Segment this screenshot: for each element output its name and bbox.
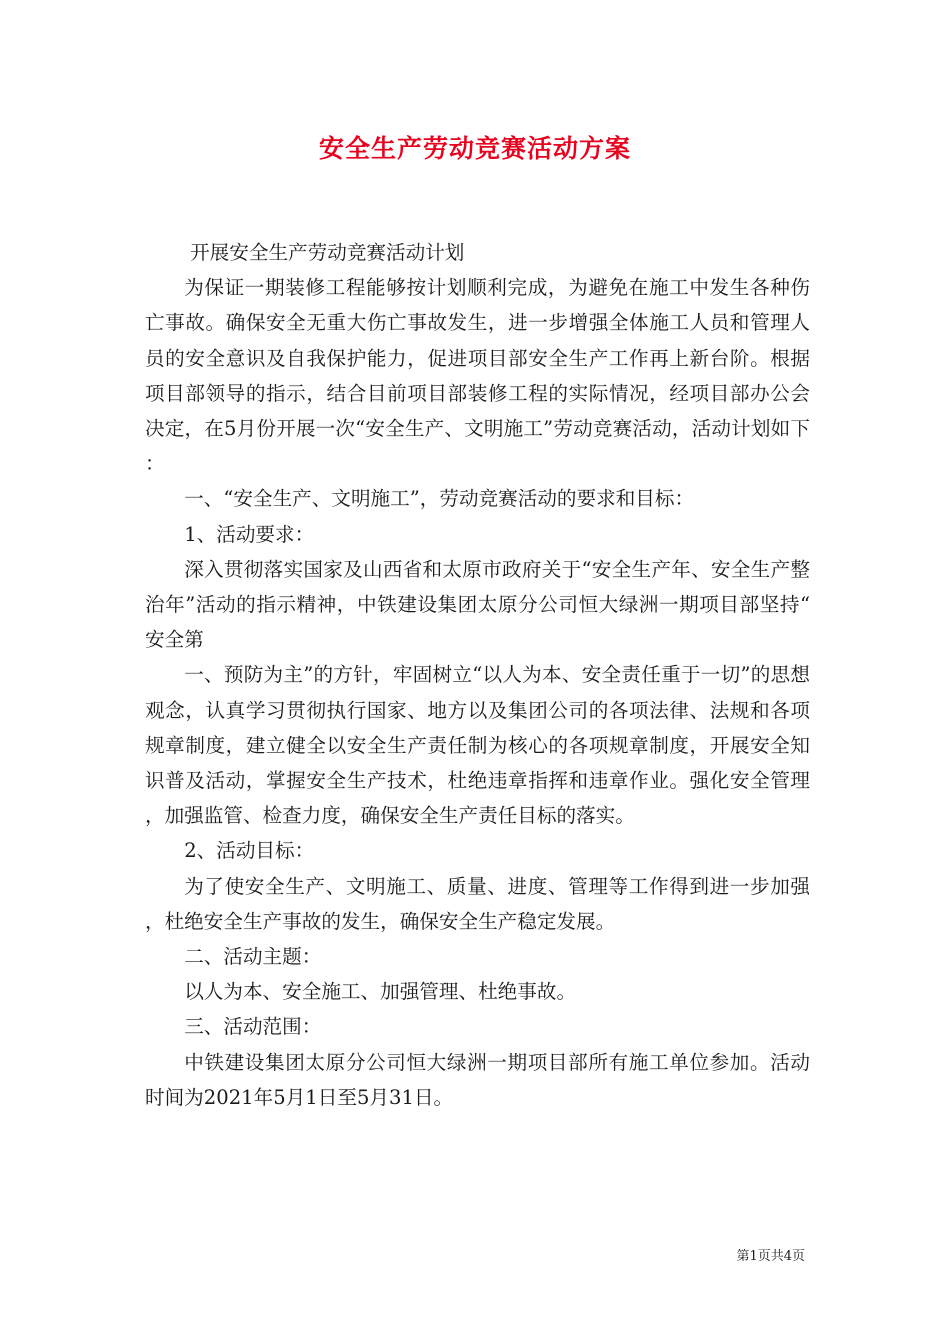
paragraph: 深入贯彻落实国家及山西省和太原市政府关于“安全生产年、安全生产整治年”活动的指示精神，中铁建设集团太原分公司恒大绿洲一期项目部坚持“安全第	[145, 557, 810, 652]
paragraph: 中铁建设集团太原分公司恒大绿洲一期项目部所有施工单位参加。活动时间为2021年5月1日至5月31日。	[145, 1050, 810, 1109]
paragraph: 以人为本、安全施工、加强管理、杜绝事故。	[184, 980, 577, 1004]
document-body	[145, 235, 810, 1115]
paragraph: 三、活动范围：	[184, 1015, 322, 1039]
paragraph: 一、预防为主”的方针，牢固树立“以人为本、安全责任重于一切”的思想观念，认真学习贯彻执行国家、地方以及集团公司的各项法律、法规和各项规章制度，建立健全以安全生产责任制为核心的各项规章制度，开展安全知识普及活动，掌握安全生产技术，杜绝违章指挥和违章作业。强化安全管理，加强监管、检查力度，确保安全生产责任目标的落实。	[145, 663, 810, 828]
page-number: 第1页共4页	[736, 1249, 805, 1264]
paragraph: 2、活动目标：	[184, 839, 315, 863]
paragraph: 为保证一期装修工程能够按计划顺利完成，为避免在施工中发生各种伤亡事故。确保安全无重大伤亡事故发生，进一步增强全体施工人员和管理人员的安全意识及自我保护能力，促进项目部安全生产工作再上新台阶。根据项目部领导的指示，结合目前项目部装修工程的实际情况，经项目部办公会决定，在5月份开展一次“安全生产、文明施工”劳动竞赛活动，活动计划如下：	[145, 276, 810, 476]
paragraph: 二、活动主题：	[184, 945, 322, 969]
paragraph: 一、“安全生产、文明施工”，劳动竞赛活动的要求和目标：	[184, 487, 695, 511]
paragraph: 为了使安全生产、文明施工、质量、进度、管理等工作得到进一步加强，杜绝安全生产事故的发生，确保安全生产稳定发展。	[145, 874, 810, 933]
paragraph-heading: 开展安全生产劳动竞赛活动计划	[190, 241, 465, 264]
document-title: 安全生产劳动竞赛活动方案	[318, 134, 631, 163]
paragraph: 1、活动要求：	[184, 522, 315, 546]
